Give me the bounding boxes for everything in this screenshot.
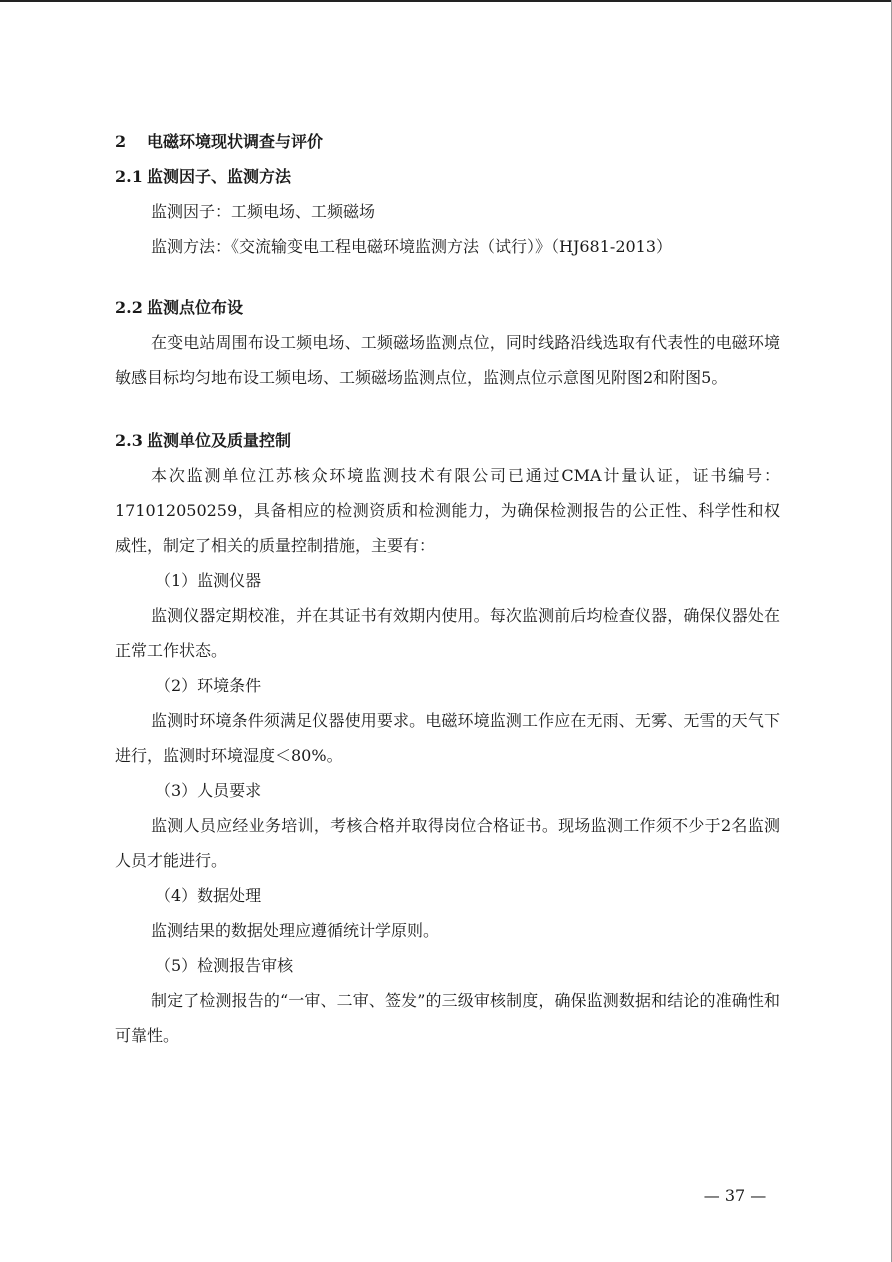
monitoring-method: 监测方法：《交流输变电工程电磁环境监测方法（试行）》（HJ681-2013）	[151, 237, 673, 256]
qc-item-title: （5）检测报告审核	[155, 956, 294, 975]
top-border	[0, 0, 892, 2]
qc-item-title: （3）人员要求	[155, 781, 262, 800]
page-content	[115, 124, 780, 1053]
qc-item-title: （1）监测仪器	[155, 571, 262, 590]
section-2-3-heading: 2.3 监测单位及质量控制	[115, 431, 292, 450]
qc-item-body: 监测仪器定期校准，并在其证书有效期内使用。每次监测前后均检查仪器，确保仪器处在正常工作状态。	[115, 606, 780, 660]
qc-item-body: 监测时环境条件须满足仪器使用要求。电磁环境监测工作应在无雨、无雾、无雪的天气下进行，监测时环境湿度＜80%。	[115, 711, 780, 765]
quality-control-intro: 本次监测单位江苏核众环境监测技术有限公司已通过CMA计量认证，证书编号：171012050259，具备相应的检测资质和检测能力，为确保检测报告的公正性、科学性和权威性，制定了相关的质量控制措施，主要有：	[115, 466, 780, 555]
monitoring-factors: 监测因子：工频电场、工频磁场	[151, 202, 376, 221]
monitoring-points-paragraph: 在变电站周围布设工频电场、工频磁场监测点位，同时线路沿线选取有代表性的电磁环境敏感目标均匀地布设工频电场、工频磁场监测点位，监测点位示意图见附图2和附图5。	[115, 333, 780, 387]
section-2-1-heading: 2.1 监测因子、监测方法	[115, 167, 292, 186]
qc-item-body: 监测结果的数据处理应遵循统计学原则。	[151, 921, 440, 940]
qc-item-title: （2）环境条件	[155, 676, 262, 695]
page-number: — 37 —	[703, 1186, 767, 1205]
section-2-heading: 2 电磁环境现状调查与评价	[115, 132, 324, 151]
section-2-2-heading: 2.2 监测点位布设	[115, 298, 244, 317]
qc-item-title: （4）数据处理	[155, 886, 262, 905]
qc-item-body: 制定了检测报告的“一审、二审、签发”的三级审核制度，确保监测数据和结论的准确性和可靠性。	[115, 991, 780, 1045]
qc-item-body: 监测人员应经业务培训，考核合格并取得岗位合格证书。现场监测工作须不少于2名监测人员才能进行。	[115, 816, 780, 870]
